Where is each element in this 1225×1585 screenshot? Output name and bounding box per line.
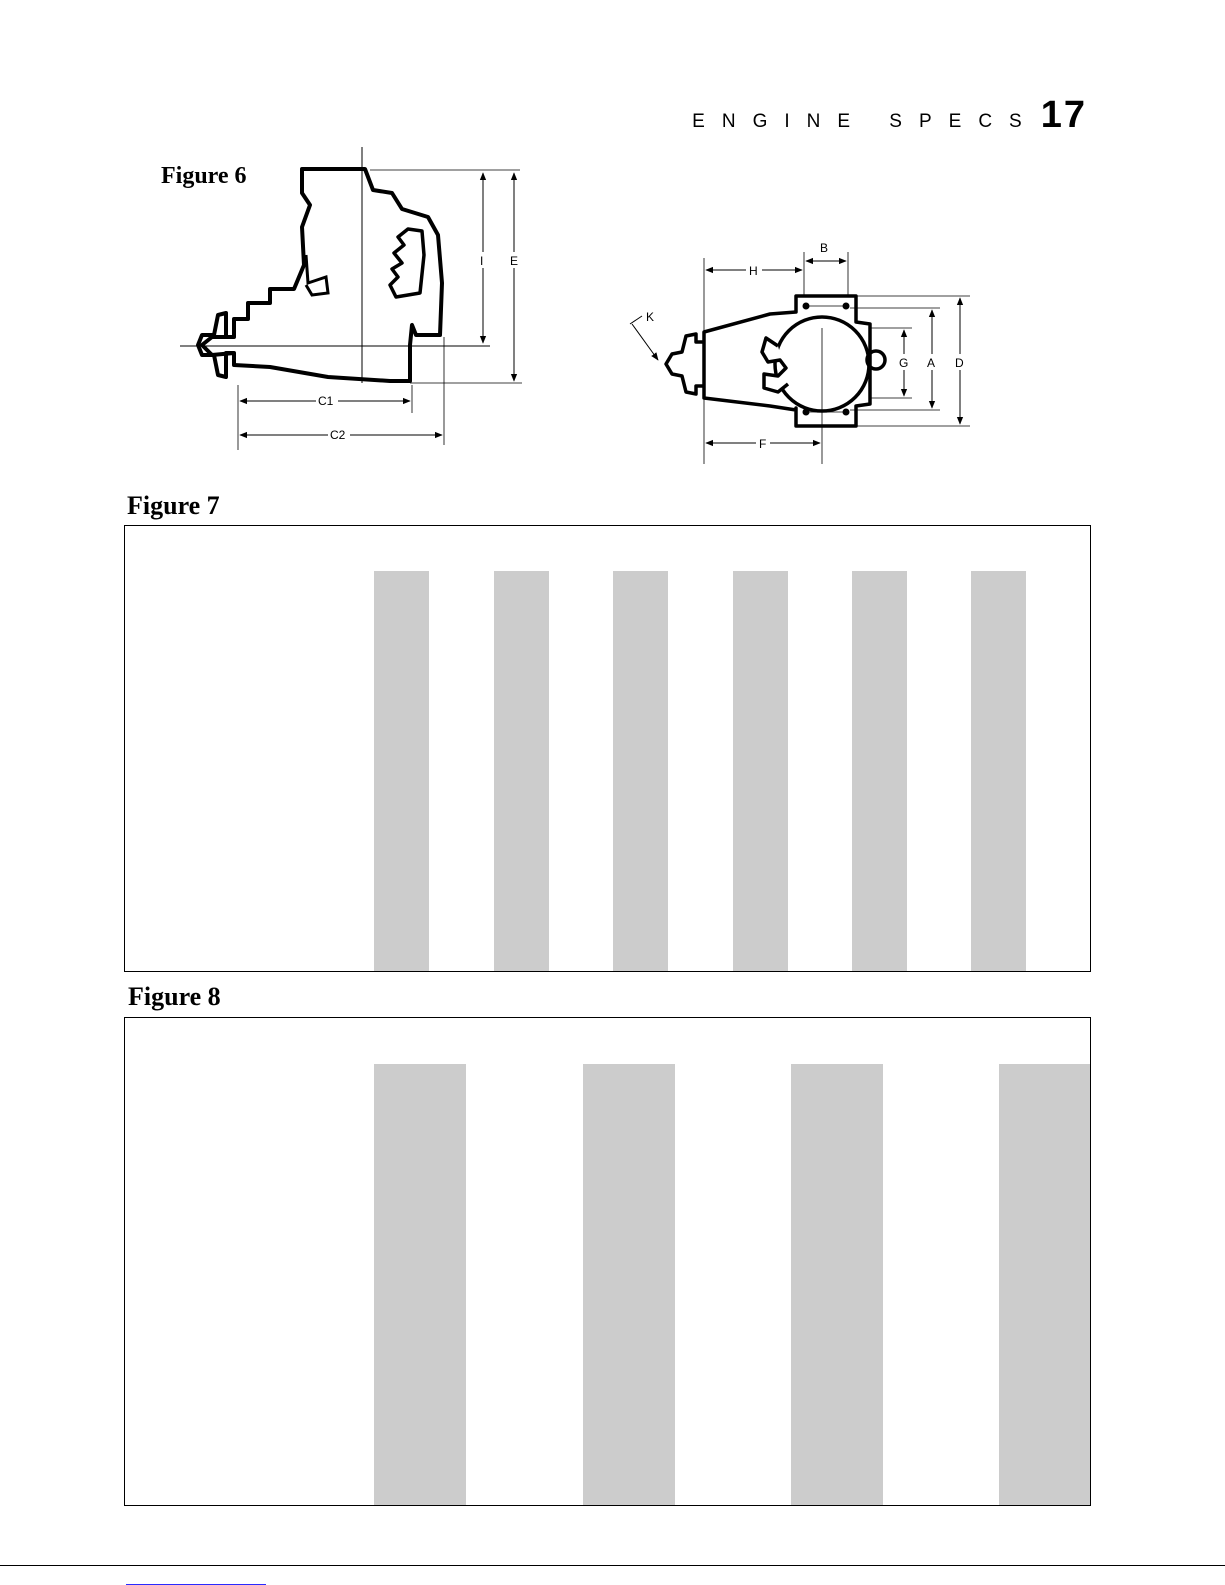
figure-6-label: Figure 6 — [161, 163, 247, 189]
dim-K-leader — [632, 324, 658, 360]
shaded-column — [971, 571, 1026, 971]
dim-G-label: G — [899, 356, 909, 370]
dim-F-label: F — [759, 437, 767, 451]
dim-B-label: B — [820, 241, 829, 255]
shaded-column — [583, 1064, 675, 1505]
dim-I-label: I — [480, 254, 484, 268]
shaded-column — [494, 571, 549, 971]
dim-A-label: A — [927, 356, 936, 370]
page-number: 17 — [1040, 94, 1087, 136]
footer-rule — [0, 1565, 1225, 1566]
dim-K-label: K — [646, 310, 655, 324]
running-head — [692, 94, 1087, 137]
engine-outline — [202, 169, 442, 381]
front-output-flange — [666, 334, 704, 394]
figure-8-table — [124, 1017, 1091, 1506]
dim-E-label: E — [510, 254, 519, 268]
section-title: ENGINE SPECS — [692, 111, 1039, 132]
shaded-column — [374, 1064, 466, 1505]
figure-7-table — [124, 525, 1091, 972]
dim-H-label: H — [749, 264, 758, 278]
shaded-column — [374, 571, 429, 971]
figure-8-label: Figure 8 — [128, 982, 221, 1011]
shaded-column — [999, 1064, 1091, 1505]
figure-7-label: Figure 7 — [127, 491, 220, 520]
block-cutout-left — [306, 255, 328, 295]
shaded-column — [733, 571, 788, 971]
shaded-column — [852, 571, 907, 971]
dim-C1-label: C1 — [318, 394, 334, 408]
engine-front-view-diagram — [620, 228, 980, 464]
shaded-column — [791, 1064, 883, 1505]
dim-D-label: D — [955, 356, 964, 370]
cylinder-teeth-cutout — [390, 229, 424, 297]
shaded-column — [613, 571, 668, 971]
dim-C2-label: C2 — [330, 428, 346, 442]
engine-side-view-diagram — [170, 145, 530, 460]
